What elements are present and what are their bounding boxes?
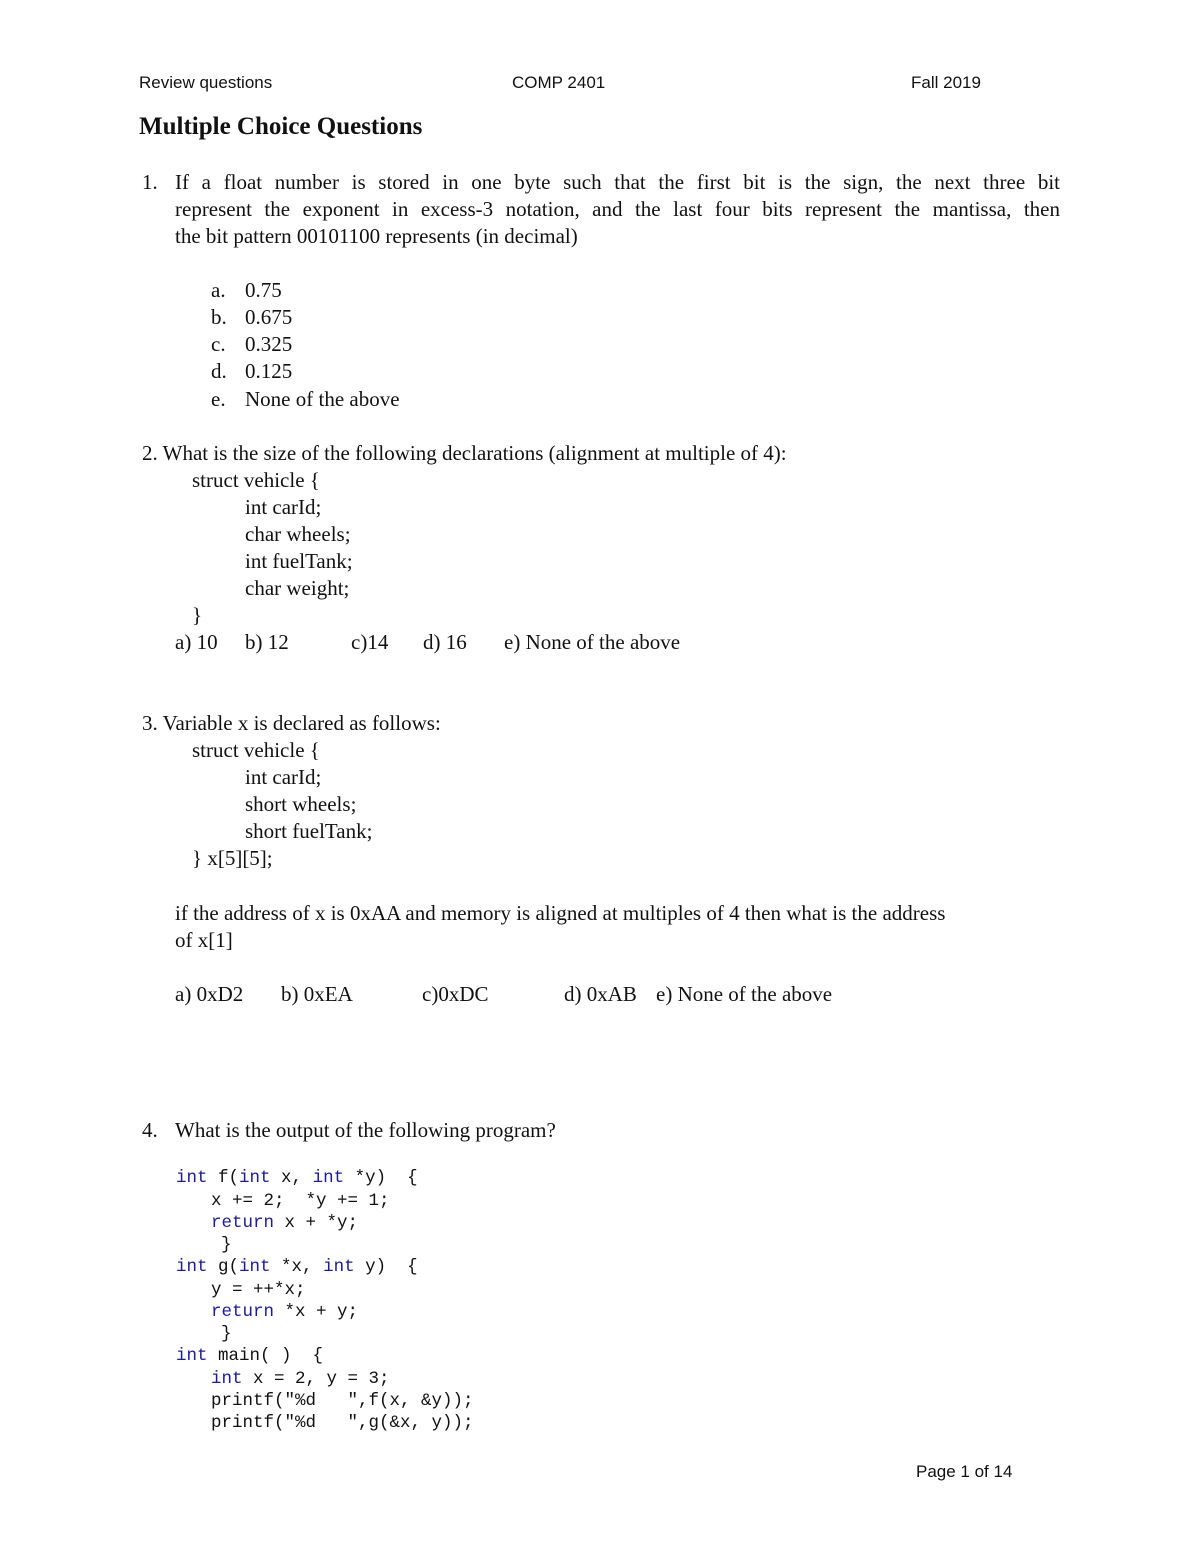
header-right: Fall 2019 <box>911 73 981 92</box>
keyword: int <box>239 1168 271 1188</box>
q3-code-line: struct vehicle { <box>192 738 320 762</box>
keyword: return <box>211 1302 275 1322</box>
code-line: } <box>221 1235 232 1255</box>
q4-number: 4. <box>142 1118 158 1142</box>
q2-answer: c)14 <box>351 630 389 654</box>
q2-code-line: struct vehicle { <box>192 468 320 492</box>
header-center: COMP 2401 <box>512 73 606 92</box>
code-line <box>211 1302 358 1322</box>
q1-option-letter: d. <box>211 359 227 383</box>
code-line <box>211 1369 390 1389</box>
q1-option-text: 0.675 <box>245 305 293 329</box>
keyword: int <box>176 1257 208 1277</box>
keyword: int <box>176 1168 208 1188</box>
q1-line-1: If a float number is stored in one byte such that the first bit is the sign, the next three bit <box>175 170 1060 194</box>
q3-text-line-2: of x[1] <box>175 928 233 952</box>
code-text: g( <box>207 1257 240 1277</box>
code-line <box>176 1257 418 1277</box>
code-text: *x, <box>270 1257 324 1277</box>
code-text: main( ) { <box>207 1346 324 1366</box>
q2-code-line: int fuelTank; <box>245 549 353 573</box>
keyword: int <box>239 1257 271 1277</box>
q1-option-text: 0.75 <box>245 278 282 302</box>
q1-line-2: represent the exponent in excess-3 notation, and the last four bits represent the mantissa, then <box>175 197 1060 221</box>
code-line <box>176 1346 323 1366</box>
keyword: int <box>312 1168 345 1188</box>
code-text: *y) { <box>344 1168 418 1188</box>
q3-code-line: short fuelTank; <box>245 819 373 843</box>
code-text: y) { <box>354 1257 418 1277</box>
code-text: x, <box>270 1168 313 1188</box>
q4-prompt: What is the output of the following program? <box>175 1118 556 1142</box>
q1-option-letter: e. <box>211 387 226 411</box>
code-line <box>176 1168 418 1188</box>
q3-answer: c)0xDC <box>422 982 489 1006</box>
q3-answer: e) None of the above <box>656 982 833 1006</box>
q2-answer: d) 16 <box>423 630 467 654</box>
q3-answer: b) 0xEA <box>281 982 353 1006</box>
code-text: *x + y; <box>274 1302 359 1322</box>
keyword: int <box>211 1369 243 1389</box>
q1-option-letter: b. <box>211 305 227 329</box>
code-line: printf("%d ",f(x, &y)); <box>211 1391 474 1411</box>
keyword: int <box>176 1346 208 1366</box>
code-text: f( <box>207 1168 240 1188</box>
q2-prompt: 2. What is the size of the following declarations (alignment at multiple of 4): <box>142 441 787 465</box>
q3-text-line-1: if the address of x is 0xAA and memory is aligned at multiples of 4 then what is the address <box>175 901 946 925</box>
q3-prompt: 3. Variable x is declared as follows: <box>142 711 441 735</box>
q1-option-text: 0.125 <box>245 359 293 383</box>
code-line: x += 2; *y += 1; <box>211 1191 390 1211</box>
q2-answer: b) 12 <box>245 630 289 654</box>
header-left: Review questions <box>139 73 273 92</box>
page-title: Multiple Choice Questions <box>139 113 423 140</box>
q2-answer: a) 10 <box>175 630 218 654</box>
code-line: y = ++*x; <box>211 1280 306 1300</box>
q3-code-line: int carId; <box>245 765 322 789</box>
q2-answer: e) None of the above <box>504 630 681 654</box>
q3-code-line: short wheels; <box>245 792 357 816</box>
code-text: x = 2, y = 3; <box>242 1369 390 1389</box>
q1-option-text: 0.325 <box>245 332 293 356</box>
q2-code-line: char weight; <box>245 576 350 600</box>
q1-option-letter: c. <box>211 332 226 356</box>
code-line <box>211 1213 358 1233</box>
code-line: } <box>221 1324 232 1344</box>
page-number: Page 1 of 14 <box>916 1462 1013 1481</box>
q1-line-3: the bit pattern 00101100 represents (in decimal) <box>175 224 578 248</box>
q2-code-line: } <box>192 603 203 627</box>
q1-number: 1. <box>142 170 158 194</box>
keyword: int <box>323 1257 355 1277</box>
q3-answer: d) 0xAB <box>564 982 637 1006</box>
code-text: x + *y; <box>274 1213 359 1233</box>
q2-code-line: int carId; <box>245 495 322 519</box>
q3-code-line: } x[5][5]; <box>192 846 273 870</box>
q1-option-text: None of the above <box>245 387 400 411</box>
code-line: printf("%d ",g(&x, y)); <box>211 1413 474 1433</box>
q3-answer: a) 0xD2 <box>175 982 244 1006</box>
q2-code-line: char wheels; <box>245 522 351 546</box>
q1-option-letter: a. <box>211 278 226 302</box>
keyword: return <box>211 1213 275 1233</box>
